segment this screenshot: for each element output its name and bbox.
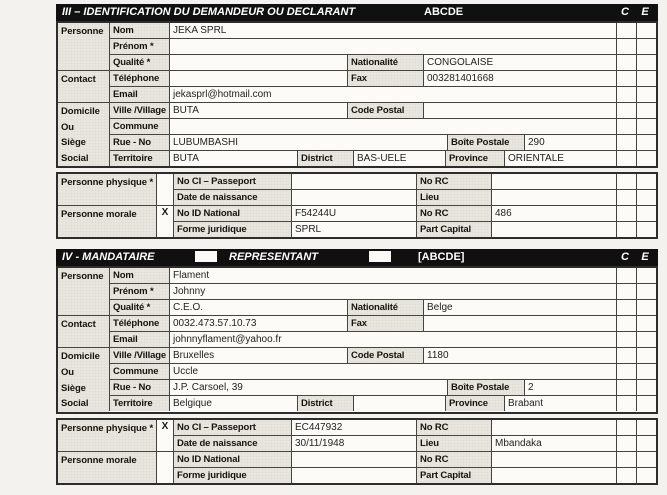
e-column-cell xyxy=(636,222,656,237)
table-row xyxy=(173,174,656,189)
table-row xyxy=(109,103,656,118)
c-column-cell xyxy=(616,206,636,221)
value-boite-postale: 290 xyxy=(524,135,616,150)
group-domicile-siege xyxy=(58,102,656,166)
scanned-form xyxy=(56,4,658,495)
e-column-cell xyxy=(636,71,656,86)
value-prenom: Johnny xyxy=(169,284,616,299)
group-label-text: Social xyxy=(61,398,89,410)
e-column-cell xyxy=(636,420,656,435)
header-col-c-label: C xyxy=(621,6,629,18)
label-boite-postale: Boîte Postale xyxy=(447,380,524,395)
label-id-national: No ID National xyxy=(173,206,291,221)
section-iv-main-table xyxy=(56,266,658,413)
e-column-cell xyxy=(636,364,656,379)
label-commune: Commune xyxy=(109,364,169,379)
label-ci-passeport: No CI – Passeport xyxy=(173,420,291,435)
label-territoire: Territoire xyxy=(109,396,169,411)
value-commune xyxy=(169,119,616,134)
group-label-text: Domicile xyxy=(61,106,100,117)
personne-morale-checkbox: X xyxy=(156,206,173,237)
label-nom: Nom xyxy=(109,268,169,283)
mandataire-checkbox xyxy=(195,251,217,262)
c-column-cell xyxy=(616,39,636,54)
c-column-cell xyxy=(616,468,636,483)
table-row xyxy=(173,420,656,435)
label-date-naissance: Date de naissance xyxy=(173,190,291,205)
header-col-e-label: E xyxy=(641,251,649,264)
value-email: johnnyflament@yahoo.fr xyxy=(169,332,616,347)
group-label-text: Personne physique * xyxy=(61,177,154,189)
value-ci-passeport: EC447932 xyxy=(291,420,416,435)
value-part-capital xyxy=(491,468,616,483)
c-column-cell xyxy=(616,364,636,379)
value-no-rc: 486 xyxy=(491,206,616,221)
c-column-cell xyxy=(616,135,636,150)
value-province: ORIENTALE xyxy=(504,151,616,166)
value-no-rc xyxy=(491,452,616,467)
value-prenom xyxy=(169,39,616,54)
group-label-personne-physique xyxy=(58,420,156,451)
group-label-personne xyxy=(58,23,109,70)
value-id-national xyxy=(291,452,416,467)
table-row xyxy=(109,38,656,54)
label-ci-passeport: No CI – Passeport xyxy=(173,174,291,189)
section-iii-title: III – IDENTIFICATION DU DEMANDEUR OU DECLARANT xyxy=(62,6,356,18)
group-label-text: Contact xyxy=(61,319,96,331)
value-part-capital xyxy=(491,222,616,237)
section-iv-header-tag: [ABCDE] xyxy=(418,251,465,264)
e-column-cell xyxy=(636,468,656,483)
value-ci-passeport xyxy=(291,174,416,189)
value-province: Brabant xyxy=(504,396,616,411)
group-label-text: Siège xyxy=(61,137,86,149)
label-code-postal: Code Postal xyxy=(347,103,423,118)
group-label-domicile-siege xyxy=(58,348,109,411)
c-column-cell xyxy=(616,103,636,118)
value-date-naissance xyxy=(291,190,416,205)
section-iv-mandataire xyxy=(56,249,658,484)
table-row xyxy=(173,435,656,451)
e-column-cell xyxy=(636,268,656,283)
label-no-rc: No RC xyxy=(416,206,491,221)
table-row xyxy=(109,150,656,166)
section-iii-header-tag: ABCDE xyxy=(424,6,464,18)
table-row xyxy=(109,134,656,150)
table-row xyxy=(109,23,656,38)
header-col-c-label: C xyxy=(621,251,629,264)
group-label-contact xyxy=(58,316,109,347)
section-iii-header-bar xyxy=(56,4,658,21)
value-district: BAS-UELE xyxy=(353,151,445,166)
c-column-cell xyxy=(616,316,636,331)
group-label-text: Personne morale xyxy=(61,209,137,221)
value-telephone xyxy=(169,71,347,86)
group-label-text: Personne xyxy=(61,26,104,37)
label-no-rc: No RC xyxy=(416,420,491,435)
e-column-cell xyxy=(636,316,656,331)
label-rue: Rue - No xyxy=(109,380,169,395)
group-contact xyxy=(58,70,656,102)
e-column-cell xyxy=(636,39,656,54)
section-iv-title: IV - MANDATAIRE xyxy=(62,251,155,264)
label-nationalite: Nationalité xyxy=(347,300,423,315)
value-fax xyxy=(423,316,616,331)
group-personne-physique xyxy=(58,420,656,451)
group-contact xyxy=(58,315,656,347)
c-column-cell xyxy=(616,71,636,86)
table-row xyxy=(109,395,656,411)
value-commune: Uccle xyxy=(169,364,616,379)
c-column-cell xyxy=(616,436,636,451)
table-row xyxy=(109,348,656,363)
group-label-text: Ou xyxy=(61,121,74,133)
value-no-rc xyxy=(491,420,616,435)
label-fax: Fax xyxy=(347,71,423,86)
label-lieu: Lieu xyxy=(416,436,491,451)
c-column-cell xyxy=(616,396,636,411)
e-column-cell xyxy=(636,119,656,134)
header-col-e-label: E xyxy=(641,6,649,18)
label-district: District xyxy=(297,151,353,166)
group-label-text: Ou xyxy=(61,366,74,378)
group-label-text: Domicile xyxy=(61,351,100,363)
value-fax: 003281401668 xyxy=(423,71,616,86)
section-iii-person-type-table xyxy=(56,172,658,239)
group-personne-morale xyxy=(58,451,656,483)
value-lieu: Mbandaka xyxy=(491,436,616,451)
value-rue: J.P. Carsoel, 39 xyxy=(169,380,447,395)
label-no-rc: No RC xyxy=(416,452,491,467)
value-ville: Bruxelles xyxy=(169,348,347,363)
label-commune: Commune xyxy=(109,119,169,134)
section-iii-main-table xyxy=(56,21,658,168)
value-nationalite: CONGOLAISE xyxy=(423,55,616,70)
value-nationalite: Belge xyxy=(423,300,616,315)
label-boite-postale: Boîte Postale xyxy=(447,135,524,150)
e-column-cell xyxy=(636,190,656,205)
label-forme-juridique: Forme juridique xyxy=(173,468,291,483)
value-territoire: BUTA xyxy=(169,151,297,166)
section-iv-person-type-table xyxy=(56,418,658,485)
value-forme-juridique: SPRL xyxy=(291,222,416,237)
label-telephone: Téléphone xyxy=(109,316,169,331)
e-column-cell xyxy=(636,396,656,411)
c-column-cell xyxy=(616,119,636,134)
e-column-cell xyxy=(636,380,656,395)
group-label-personne-morale xyxy=(58,206,156,237)
c-column-cell xyxy=(616,452,636,467)
label-email: Email xyxy=(109,87,169,102)
label-rue: Rue - No xyxy=(109,135,169,150)
label-id-national: No ID National xyxy=(173,452,291,467)
group-domicile-siege xyxy=(58,347,656,411)
c-column-cell xyxy=(616,151,636,166)
label-territoire: Territoire xyxy=(109,151,169,166)
e-column-cell xyxy=(636,23,656,38)
group-label-personne-physique xyxy=(58,174,156,205)
personne-physique-checkbox: X xyxy=(156,420,173,451)
table-row xyxy=(109,118,656,134)
table-row xyxy=(109,379,656,395)
c-column-cell xyxy=(616,268,636,283)
label-qualite: Qualité * xyxy=(109,300,169,315)
group-label-text: Contact xyxy=(61,74,96,85)
section-iii-identification xyxy=(56,4,658,239)
label-date-naissance: Date de naissance xyxy=(173,436,291,451)
label-part-capital: Part Capital xyxy=(416,222,491,237)
e-column-cell xyxy=(636,436,656,451)
value-ville: BUTA xyxy=(169,103,347,118)
group-label-text: Personne physique * xyxy=(61,422,154,434)
table-row xyxy=(109,331,656,347)
value-qualite xyxy=(169,55,347,70)
c-column-cell xyxy=(616,332,636,347)
group-label-text: Personne xyxy=(61,271,104,283)
label-nationalite: Nationalité xyxy=(347,55,423,70)
value-boite-postale: 2 xyxy=(524,380,616,395)
personne-physique-checkbox xyxy=(156,174,173,205)
group-label-text: Personne morale xyxy=(61,454,137,466)
label-email: Email xyxy=(109,332,169,347)
value-email: jekasprl@hotmail.com xyxy=(169,87,616,102)
group-label-text: Siège xyxy=(61,382,86,394)
c-column-cell xyxy=(616,420,636,435)
group-personne xyxy=(58,23,656,70)
e-column-cell xyxy=(636,284,656,299)
value-code-postal: 1180 xyxy=(423,348,616,363)
e-column-cell xyxy=(636,332,656,347)
value-code-postal xyxy=(423,103,616,118)
group-label-contact xyxy=(58,71,109,102)
group-label-domicile-siege xyxy=(58,103,109,166)
value-territoire: Belgique xyxy=(169,396,297,411)
label-telephone: Téléphone xyxy=(109,71,169,86)
c-column-cell xyxy=(616,380,636,395)
table-row xyxy=(173,452,656,467)
e-column-cell xyxy=(636,174,656,189)
label-district: District xyxy=(297,396,353,411)
representant-checkbox xyxy=(369,251,391,262)
table-row xyxy=(109,86,656,102)
c-column-cell xyxy=(616,87,636,102)
value-qualite: C.E.O. xyxy=(169,300,347,315)
table-row xyxy=(109,316,656,331)
table-row xyxy=(109,363,656,379)
label-code-postal: Code Postal xyxy=(347,348,423,363)
table-row xyxy=(109,54,656,70)
value-rue: LUBUMBASHI xyxy=(169,135,447,150)
c-column-cell xyxy=(616,284,636,299)
value-id-national: F54244U xyxy=(291,206,416,221)
e-column-cell xyxy=(636,55,656,70)
table-row xyxy=(173,206,656,221)
value-nom: Flament xyxy=(169,268,616,283)
table-row xyxy=(109,71,656,86)
e-column-cell xyxy=(636,452,656,467)
label-no-rc: No RC xyxy=(416,174,491,189)
label-ville: Ville /Village xyxy=(109,348,169,363)
value-telephone: 0032.473.57.10.73 xyxy=(169,316,347,331)
value-date-naissance: 30/11/1948 xyxy=(291,436,416,451)
table-row xyxy=(109,283,656,299)
c-column-cell xyxy=(616,55,636,70)
section-iv-subtitle: REPRESENTANT xyxy=(229,251,319,264)
value-district xyxy=(353,396,445,411)
label-ville: Ville /Village xyxy=(109,103,169,118)
label-prenom: Prénom * xyxy=(109,284,169,299)
group-personne-morale xyxy=(58,205,656,237)
value-forme-juridique xyxy=(291,468,416,483)
e-column-cell xyxy=(636,151,656,166)
label-forme-juridique: Forme juridique xyxy=(173,222,291,237)
e-column-cell xyxy=(636,103,656,118)
c-column-cell xyxy=(616,222,636,237)
group-label-personne xyxy=(58,268,109,315)
group-personne xyxy=(58,268,656,315)
label-nom: Nom xyxy=(109,23,169,38)
section-iv-header-bar xyxy=(56,249,658,266)
c-column-cell xyxy=(616,174,636,189)
group-label-personne-morale xyxy=(58,452,156,483)
c-column-cell xyxy=(616,348,636,363)
label-lieu: Lieu xyxy=(416,190,491,205)
value-no-rc xyxy=(491,174,616,189)
label-qualite: Qualité * xyxy=(109,55,169,70)
label-province: Province xyxy=(445,151,504,166)
table-row xyxy=(109,299,656,315)
label-part-capital: Part Capital xyxy=(416,468,491,483)
group-label-text: Social xyxy=(61,152,89,164)
value-nom: JEKA SPRL xyxy=(169,23,616,38)
label-prenom: Prénom * xyxy=(109,39,169,54)
e-column-cell xyxy=(636,135,656,150)
e-column-cell xyxy=(636,348,656,363)
c-column-cell xyxy=(616,190,636,205)
table-row xyxy=(173,221,656,237)
label-province: Province xyxy=(445,396,504,411)
table-row xyxy=(109,268,656,283)
table-row xyxy=(173,467,656,483)
personne-morale-checkbox xyxy=(156,452,173,483)
group-personne-physique xyxy=(58,174,656,205)
e-column-cell xyxy=(636,300,656,315)
table-row xyxy=(173,189,656,205)
e-column-cell xyxy=(636,87,656,102)
e-column-cell xyxy=(636,206,656,221)
c-column-cell xyxy=(616,300,636,315)
label-fax: Fax xyxy=(347,316,423,331)
c-column-cell xyxy=(616,23,636,38)
value-lieu xyxy=(491,190,616,205)
